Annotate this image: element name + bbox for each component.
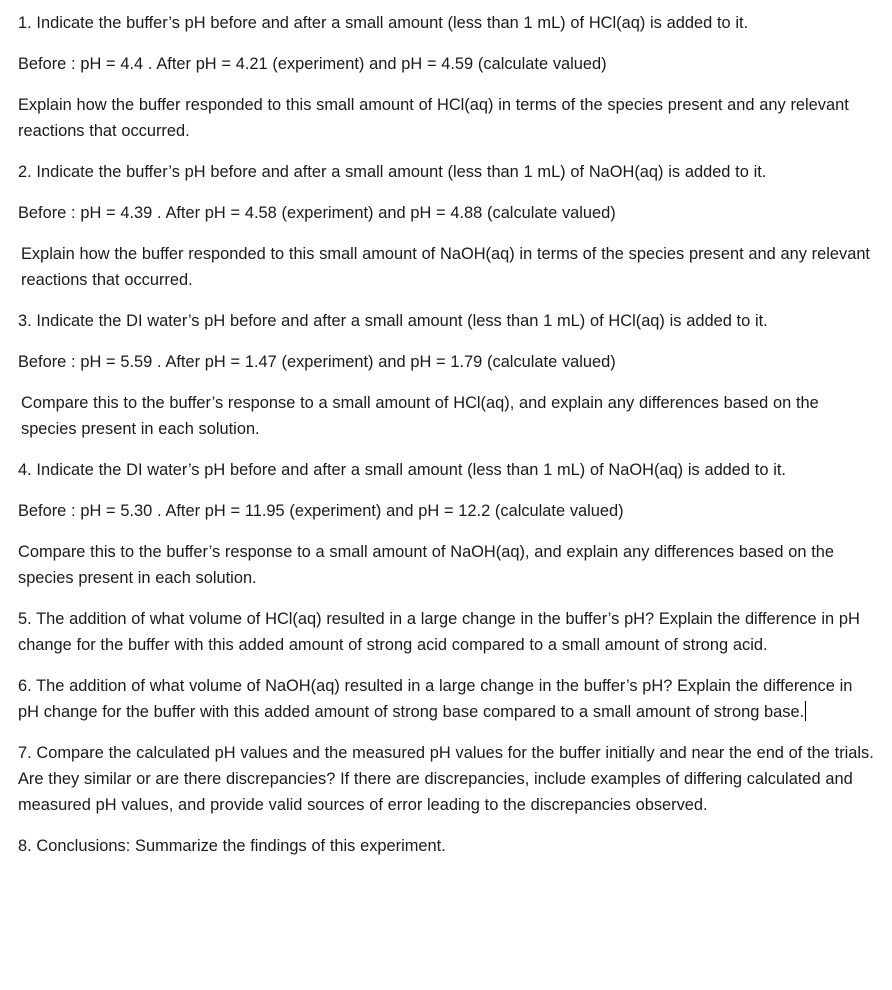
answer-1-ph-values: Before : pH = 4.4 . After pH = 4.21 (experiment) and pH = 4.59 (calculate valued) [18,55,607,73]
question-1-explain: Explain how the buffer responded to this small amount of HCl(aq) in terms of the species present and any relevant reactions that occurred. [18,96,849,140]
answer-3-ph-values: Before : pH = 5.59 . After pH = 1.47 (experiment) and pH = 1.79 (calculate valued) [18,353,616,371]
question-5: 5. The addition of what volume of HCl(aq) resulted in a large change in the buffer’s pH? Explain the difference in pH change for the buffer with this added amount of strong acid compared to a small amount of strong acid. [18,610,860,654]
question-6[interactable] [18,673,876,725]
answer-2-ph-values: Before : pH = 4.39 . After pH = 4.58 (experiment) and pH = 4.88 (calculate valued) [18,204,616,222]
question-4-compare: Compare this to the buffer’s response to a small amount of NaOH(aq), and explain any differences based on the species present in each solution. [18,543,835,587]
question-2: 2. Indicate the buffer’s pH before and after a small amount (less than 1 mL) of NaOH(aq) is added to it. [18,163,767,181]
question-4: 4. Indicate the DI water’s pH before and after a small amount (less than 1 mL) of NaOH(aq) is added to it. [18,461,786,479]
question-2-explain: Explain how the buffer responded to this small amount of NaOH(aq) in terms of the species present and any relevant reactions that occurred. [21,245,870,289]
question-8: 8. Conclusions: Summarize the findings of this experiment. [18,837,446,855]
question-6-text: 6. The addition of what volume of NaOH(aq) resulted in a large change in the buffer’s pH? Explain the difference in pH change for the buffer with this added amount of strong base compared to a small amount of strong base. [18,677,853,721]
text-cursor [805,701,806,721]
question-3-compare: Compare this to the buffer’s response to a small amount of HCl(aq), and explain any differences based on the species present in each solution. [21,394,819,438]
question-7: 7. Compare the calculated pH values and the measured pH values for the buffer initially and near the end of the trials. Are they similar or are there discrepancies? If there are discrepancies, include examples of differing calculated and measured pH values, and provide valid sources of error leading to the discrepancies observed. [18,744,874,814]
answer-4-ph-values: Before : pH = 5.30 . After pH = 11.95 (experiment) and pH = 12.2 (calculate valued) [18,502,624,520]
question-3: 3. Indicate the DI water’s pH before and after a small amount (less than 1 mL) of HCl(aq) is added to it. [18,312,768,330]
question-1: 1. Indicate the buffer’s pH before and after a small amount (less than 1 mL) of HCl(aq) is added to it. [18,14,749,32]
